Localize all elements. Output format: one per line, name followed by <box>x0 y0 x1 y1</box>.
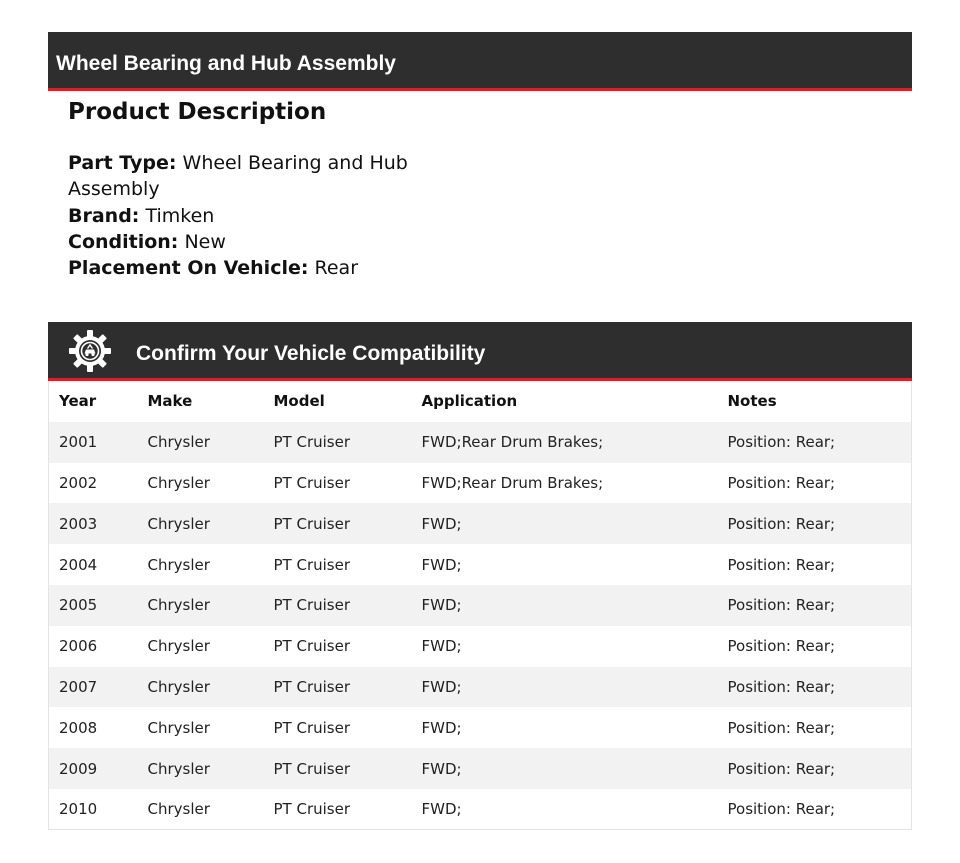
cell-year: 2010 <box>59 800 98 819</box>
table-row <box>49 707 912 748</box>
table-row <box>49 667 912 708</box>
cell-model: PT Cruiser <box>273 718 351 737</box>
cell-make: Chrysler <box>147 759 210 778</box>
cell-make: Chrysler <box>147 637 210 656</box>
column-header-model: Model <box>273 392 325 411</box>
cell-year: 2008 <box>59 718 98 737</box>
table-row <box>49 544 912 585</box>
cell-model: PT Cruiser <box>273 433 351 452</box>
cell-application: FWD; <box>421 596 462 615</box>
cell-model: PT Cruiser <box>273 677 351 696</box>
cell-year: 2007 <box>59 677 98 696</box>
table-row <box>49 585 912 626</box>
cell-notes: Position: Rear; <box>727 473 836 492</box>
gear-car-icon <box>68 329 112 373</box>
cell-notes: Position: Rear; <box>727 677 836 696</box>
field-label: Placement On Vehicle: <box>68 257 309 280</box>
cell-notes: Position: Rear; <box>727 433 836 452</box>
description-heading: Product Description <box>68 99 327 125</box>
column-header-year: Year <box>59 392 97 411</box>
cell-notes: Position: Rear; <box>727 759 836 778</box>
table-row <box>49 422 912 463</box>
cell-application: FWD;Rear Drum Brakes; <box>421 473 604 492</box>
table-row <box>49 626 912 667</box>
field-label: Part Type: <box>68 152 177 174</box>
cell-year: 2003 <box>59 514 98 533</box>
table-row <box>49 463 912 504</box>
compatibility-table <box>48 381 912 830</box>
field-value: Rear <box>314 257 359 280</box>
cell-year: 2009 <box>59 759 98 778</box>
cell-make: Chrysler <box>147 596 210 615</box>
field-label: Condition: <box>68 230 179 253</box>
cell-model: PT Cruiser <box>273 514 351 533</box>
cell-application: FWD; <box>421 514 462 533</box>
field-condition <box>68 229 408 255</box>
cell-application: FWD;Rear Drum Brakes; <box>421 433 604 452</box>
cell-notes: Position: Rear; <box>727 637 836 656</box>
cell-application: FWD; <box>421 555 462 574</box>
table-row <box>49 503 912 544</box>
cell-model: PT Cruiser <box>273 637 351 656</box>
product-title-bar <box>48 32 912 91</box>
field-part-type <box>68 150 408 203</box>
cell-year: 2004 <box>59 555 98 574</box>
cell-notes: Position: Rear; <box>727 718 836 737</box>
field-brand <box>68 203 408 229</box>
column-header-make: Make <box>147 392 193 411</box>
cell-make: Chrysler <box>147 514 210 533</box>
cell-make: Chrysler <box>147 433 210 452</box>
cell-year: 2001 <box>59 433 98 452</box>
table-row <box>49 789 912 830</box>
compatibility-title: Confirm Your Vehicle Compatibility <box>136 342 486 365</box>
cell-make: Chrysler <box>147 555 210 574</box>
table-header-row <box>49 381 912 422</box>
field-value: Timken <box>145 204 215 227</box>
cell-year: 2005 <box>59 596 98 615</box>
cell-notes: Position: Rear; <box>727 555 836 574</box>
product-description <box>68 96 408 281</box>
cell-application: FWD; <box>421 800 462 819</box>
field-value: New <box>184 230 226 253</box>
column-header-application: Application <box>421 392 518 411</box>
column-header-notes: Notes <box>727 392 777 411</box>
field-value: Wheel Bearing and Hub Assembly <box>68 152 408 201</box>
cell-application: FWD; <box>421 759 462 778</box>
cell-application: FWD; <box>421 677 462 696</box>
cell-model: PT Cruiser <box>273 596 351 615</box>
cell-application: FWD; <box>421 718 462 737</box>
cell-notes: Position: Rear; <box>727 800 836 819</box>
cell-model: PT Cruiser <box>273 473 351 492</box>
product-title: Wheel Bearing and Hub Assembly <box>56 52 396 75</box>
compatibility-title-bar <box>48 322 912 381</box>
description-fields <box>68 150 408 281</box>
cell-model: PT Cruiser <box>273 800 351 819</box>
cell-application: FWD; <box>421 637 462 656</box>
cell-year: 2002 <box>59 473 98 492</box>
cell-model: PT Cruiser <box>273 555 351 574</box>
cell-make: Chrysler <box>147 473 210 492</box>
field-label: Brand: <box>68 204 140 227</box>
cell-make: Chrysler <box>147 718 210 737</box>
cell-notes: Position: Rear; <box>727 596 836 615</box>
cell-notes: Position: Rear; <box>727 514 836 533</box>
cell-model: PT Cruiser <box>273 759 351 778</box>
field-placement <box>68 255 408 281</box>
cell-make: Chrysler <box>147 800 210 819</box>
table-row <box>49 748 912 789</box>
table-body <box>49 422 912 830</box>
cell-year: 2006 <box>59 637 98 656</box>
cell-make: Chrysler <box>147 677 210 696</box>
